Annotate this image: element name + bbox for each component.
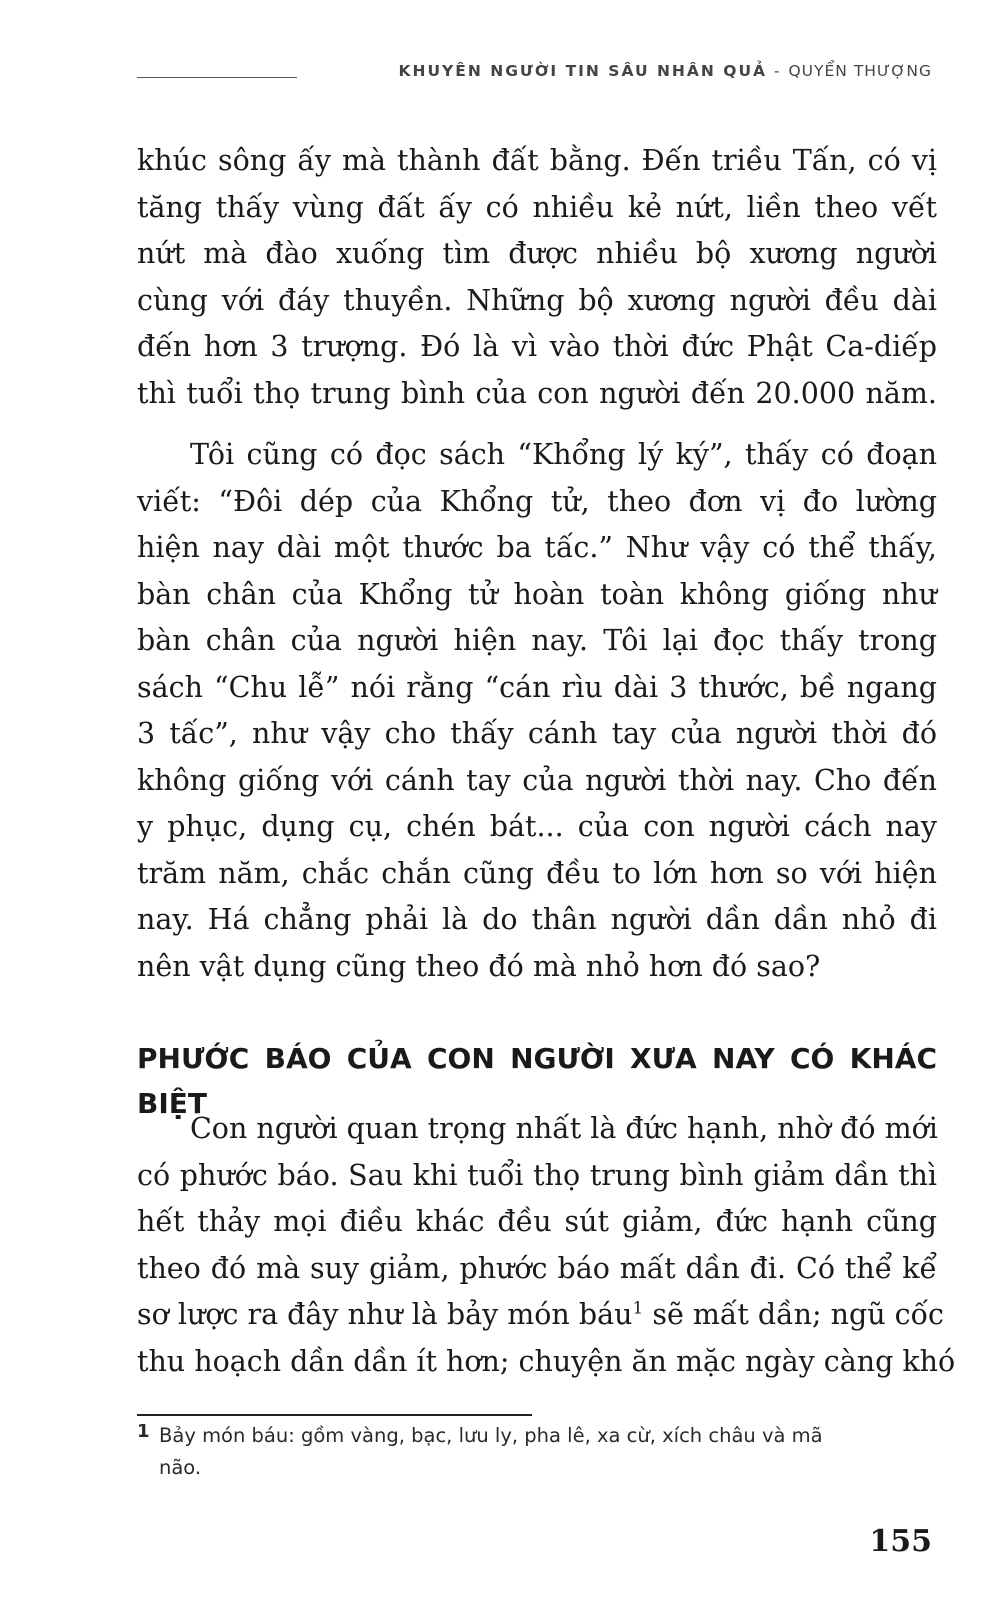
header-separator: - <box>767 62 789 80</box>
header-book-title: KHUYÊN NGƯỜI TIN SÂU NHÂN QUẢ <box>398 62 768 80</box>
page-number: 155 <box>869 1524 932 1559</box>
text-line: có phước báo. Sau khi tuổi thọ trung bình giảm dần thì <box>137 1158 937 1192</box>
text-line: 3 tấc”, như vậy cho thấy cánh tay của người thời đó <box>137 717 937 750</box>
footnote <box>137 1420 937 1484</box>
text-line: y phục, dụng cụ, chén bát... của con người cách nay <box>137 810 937 843</box>
text-line: theo đó mà suy giảm, phước báo mất dần đi. Có thể kể <box>137 1251 937 1285</box>
text-line: nay. Há chẳng phải là do thân người dần dần nhỏ đi <box>137 903 937 936</box>
running-header <box>137 58 932 88</box>
text-line: cùng với đáy thuyền. Những bộ xương người đều dài <box>137 283 937 317</box>
text-fragment: sơ lược ra đây như là bảy món báu <box>137 1298 633 1331</box>
header-volume: QUYỂN THƯỢNG <box>788 62 932 80</box>
text-line: tăng thấy vùng đất ấy có nhiều kẻ nứt, liền theo vết <box>137 190 937 224</box>
text-line: thì tuổi thọ trung bình của con người đến 20.000 năm. <box>137 376 937 410</box>
paragraph-2 <box>137 432 937 990</box>
text-line: khúc sông ấy mà thành đất bằng. Đến triều Tấn, có vị <box>137 144 937 177</box>
footnote-number: 1 <box>137 1421 150 1442</box>
section-heading-line: BIỆT <box>137 1087 207 1120</box>
text-line-with-footnote <box>137 1292 944 1339</box>
text-line: đến hơn 3 trượng. Đó là vì vào thời đức Phật Ca-diếp <box>137 330 937 363</box>
text-line: viết: “Đôi dép của Khổng tử, theo đơn vị đo lường <box>137 484 937 518</box>
paragraph-3 <box>137 1106 956 1385</box>
text-line: sách “Chu lễ” nói rằng “cán rìu dài 3 thước, bề ngang <box>137 670 937 704</box>
text-line: nên vật dụng cũng theo đó mà nhỏ hơn đó sao? <box>137 949 821 983</box>
text-line: bàn chân của người hiện nay. Tôi lại đọc thấy trong <box>137 624 937 657</box>
footnote-text <box>137 1420 937 1484</box>
paragraph-1 <box>137 138 937 417</box>
text-line: nứt mà đào xuống tìm được nhiều bộ xương người <box>137 237 937 270</box>
text-fragment: sẽ mất dần; ngũ cốc <box>643 1298 944 1331</box>
text-line: không giống với cánh tay của người thời nay. Cho đến <box>137 763 937 797</box>
text-line: thu hoạch dần dần ít hơn; chuyện ăn mặc ngày càng khó <box>137 1344 956 1378</box>
footnote-rule <box>137 1414 532 1416</box>
footnote-marker[interactable]: 1 <box>632 1298 644 1319</box>
text-line: hiện nay dài một thước ba tấc.” Như vậy có thể thấy, <box>137 531 937 564</box>
header-title <box>398 62 932 80</box>
text-line: Con người quan trọng nhất là đức hạnh, nhờ đó mới <box>190 1112 938 1145</box>
header-rule <box>137 77 297 78</box>
text-line: Tôi cũng có đọc sách “Khổng lý ký”, thấy có đoạn <box>190 438 937 471</box>
text-line: hết thảy mọi điều khác đều sút giảm, đức hạnh cũng <box>137 1205 937 1238</box>
footnote-line: Bảy món báu: gồm vàng, bạc, lưu ly, pha lê, xa cừ, xích châu và mã <box>159 1424 823 1447</box>
section-heading-line: PHƯỚC BÁO CỦA CON NGƯỜI XƯA NAY CÓ KHÁC <box>137 1042 937 1075</box>
footnote-line: não. <box>159 1456 202 1479</box>
text-line: trăm năm, chắc chắn cũng đều to lớn hơn so với hiện <box>137 856 937 890</box>
text-line: bàn chân của Khổng tử hoàn toàn không giống như <box>137 577 937 611</box>
